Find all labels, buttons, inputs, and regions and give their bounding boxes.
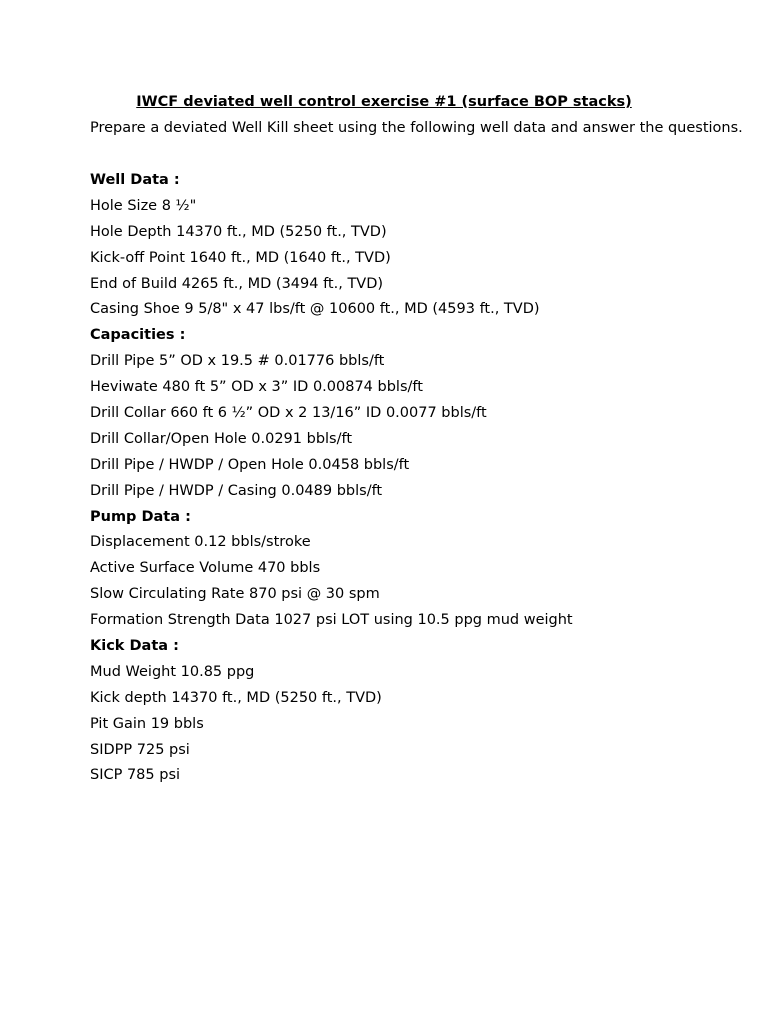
casing-shoe-line: Casing Shoe 9 5/8" x 47 lbs/ft @ 10600 ft., MD (4593 ft., TVD)	[90, 301, 540, 318]
kick-off-point-line: Kick-off Point 1640 ft., MD (1640 ft., TVD)	[90, 249, 391, 266]
drill-pipe-capacity-line: Drill Pipe 5” OD x 19.5 # 0.01776 bbls/ft	[90, 353, 385, 370]
hole-depth-line: Hole Depth 14370 ft., MD (5250 ft., TVD)	[90, 223, 387, 240]
document-title: IWCF deviated well control exercise #1 (surface BOP stacks)	[136, 94, 632, 110]
hole-size-line: Hole Size 8 ½"	[90, 197, 197, 214]
document-content	[90, 170, 730, 791]
heviwate-capacity-line: Heviwate 480 ft 5” OD x 3” ID 0.00874 bbls/ft	[90, 379, 423, 396]
end-of-build-line: End of Build 4265 ft., MD (3494 ft., TVD)	[90, 275, 384, 292]
well-data-heading: Well Data :	[90, 172, 180, 188]
slow-circulating-rate-line: Slow Circulating Rate 870 psi @ 30 spm	[90, 586, 380, 603]
kick-data-heading: Kick Data :	[90, 638, 179, 655]
drill-collar-open-hole-line: Drill Collar/Open Hole 0.0291 bbls/ft	[90, 430, 353, 447]
kick-depth-line: Kick depth 14370 ft., MD (5250 ft., TVD)	[90, 689, 382, 706]
pump-data-heading: Pump Data :	[90, 508, 191, 525]
active-surface-volume-line: Active Surface Volume 470 bbls	[90, 560, 321, 577]
dp-hwdp-casing-line: Drill Pipe / HWDP / Casing 0.0489 bbls/ft	[90, 482, 383, 499]
sicp-line: SICP 785 psi	[90, 767, 181, 784]
document-intro: Prepare a deviated Well Kill sheet using the following well data and answer the questions.	[90, 120, 743, 136]
sidpp-line: SIDPP 725 psi	[90, 741, 190, 758]
dp-hwdp-open-hole-line: Drill Pipe / HWDP / Open Hole 0.0458 bbls/ft	[90, 456, 410, 473]
drill-collar-capacity-line: Drill Collar 660 ft 6 ½” OD x 2 13/16” ID 0.0077 bbls/ft	[90, 405, 487, 422]
formation-strength-line: Formation Strength Data 1027 psi LOT using 10.5 ppg mud weight	[90, 612, 573, 629]
displacement-line: Displacement 0.12 bbls/stroke	[90, 534, 311, 551]
capacities-heading: Capacities :	[90, 327, 186, 344]
mud-weight-line: Mud Weight 10.85 ppg	[90, 663, 255, 680]
pit-gain-line: Pit Gain 19 bbls	[90, 715, 204, 732]
